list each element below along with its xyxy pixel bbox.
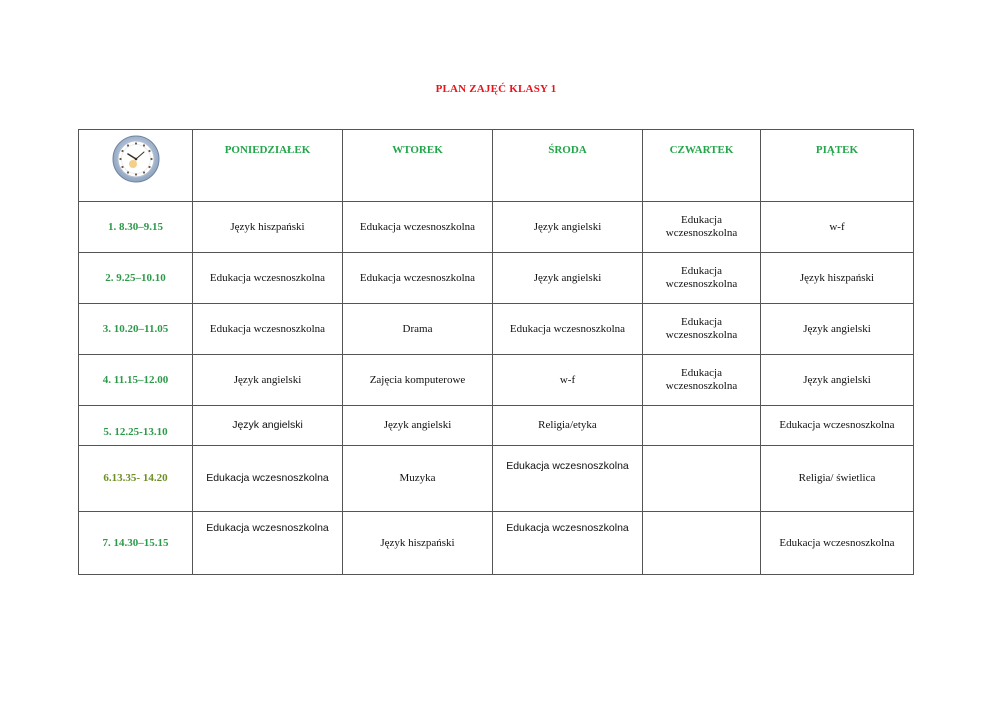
wall-clock-icon <box>111 134 161 184</box>
lesson-time: 3. 10.20–11.05 <box>79 304 193 355</box>
lesson-time: 1. 8.30–9.15 <box>79 202 193 253</box>
day-header-thursday: CZWARTEK <box>643 130 761 202</box>
lesson-cell: Edukacja wczesnoszkolna <box>643 253 761 304</box>
lesson-cell: Edukacja wczesnoszkolna <box>643 304 761 355</box>
lesson-cell: Edukacja wczesnoszkolna <box>343 253 493 304</box>
lesson-cell: Język angielski <box>761 304 914 355</box>
lesson-cell: Religia/etyka <box>493 406 643 446</box>
lesson-cell: Edukacja wczesnoszkolna <box>193 253 343 304</box>
page-title: PLAN ZAJĘĆ KLASY 1 <box>435 83 557 95</box>
lesson-cell: Język angielski <box>343 406 493 446</box>
table-row <box>79 355 914 406</box>
day-header-tuesday: WTOREK <box>343 130 493 202</box>
table-row <box>79 512 914 575</box>
lesson-time: 7. 14.30–15.15 <box>79 512 193 575</box>
lesson-cell <box>643 446 761 512</box>
lesson-cell: Edukacja wczesnoszkolna <box>761 406 914 446</box>
lesson-cell: Edukacja wczesnoszkolna <box>643 355 761 406</box>
table-row <box>79 253 914 304</box>
lesson-cell: Język angielski <box>193 406 343 446</box>
clock-cell <box>79 130 193 202</box>
table-row <box>79 446 914 512</box>
lesson-time: 4. 11.15–12.00 <box>79 355 193 406</box>
lesson-cell: Edukacja wczesnoszkolna <box>493 304 643 355</box>
lesson-cell: Edukacja wczesnoszkolna <box>343 202 493 253</box>
lesson-cell: Edukacja wczesnoszkolna <box>643 202 761 253</box>
lesson-cell: Edukacja wczesnoszkolna <box>193 304 343 355</box>
lesson-cell: Edukacja wczesnoszkolna <box>193 446 343 512</box>
day-header-wednesday: ŚRODA <box>493 130 643 202</box>
lesson-cell: Edukacja wczesnoszkolna <box>193 512 343 575</box>
lesson-cell: w-f <box>761 202 914 253</box>
table-row <box>79 304 914 355</box>
schedule-table <box>78 129 914 575</box>
lesson-cell: Edukacja wczesnoszkolna <box>761 512 914 575</box>
day-header-monday: PONIEDZIAŁEK <box>193 130 343 202</box>
lesson-cell: Język hiszpański <box>343 512 493 575</box>
lesson-cell <box>643 512 761 575</box>
lesson-time: 5. 12.25-13.10 <box>79 406 193 446</box>
lesson-cell: Edukacja wczesnoszkolna <box>493 446 643 512</box>
lesson-cell: Język angielski <box>493 253 643 304</box>
lesson-cell: Religia/ świetlica <box>761 446 914 512</box>
lesson-cell: Język hiszpański <box>761 253 914 304</box>
lesson-time: 2. 9.25–10.10 <box>79 253 193 304</box>
lesson-cell: Język angielski <box>193 355 343 406</box>
lesson-cell: Muzyka <box>343 446 493 512</box>
lesson-cell: Drama <box>343 304 493 355</box>
table-row <box>79 406 914 446</box>
lesson-cell: w-f <box>493 355 643 406</box>
table-row <box>79 202 914 253</box>
lesson-cell <box>643 406 761 446</box>
lesson-cell: Zajęcia komputerowe <box>343 355 493 406</box>
day-header-friday: PIĄTEK <box>761 130 914 202</box>
lesson-cell: Edukacja wczesnoszkolna <box>493 512 643 575</box>
lesson-time: 6.13.35- 14.20 <box>79 446 193 512</box>
header-row <box>79 130 914 202</box>
lesson-cell: Język angielski <box>761 355 914 406</box>
lesson-cell: Język angielski <box>493 202 643 253</box>
lesson-cell: Język hiszpański <box>193 202 343 253</box>
